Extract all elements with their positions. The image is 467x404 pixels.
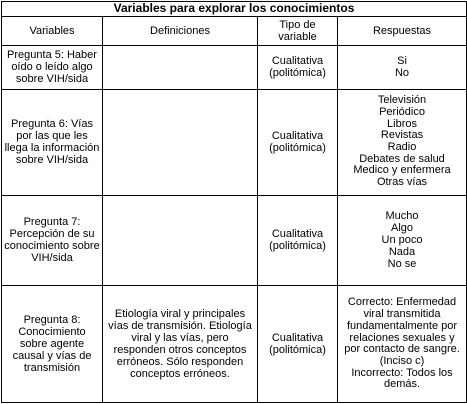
table-row xyxy=(2,195,467,286)
definicion-cell xyxy=(103,89,258,195)
table-row xyxy=(2,286,467,403)
respuesta-item: Debates de salud xyxy=(359,152,445,165)
definicion-cell: Etiología viral y principales vías de transmisión. Etiología viral y las vías, pero responden otros conceptos erróneos. Sólo responden conceptos erróneos. xyxy=(103,286,258,403)
respuestas-cell xyxy=(338,45,467,89)
tipo-cell: Cualitativa (politómica) xyxy=(258,286,338,403)
tipo-cell: Cualitativa (politómica) xyxy=(258,89,338,195)
variable-cell: Pregunta 5: Haber oído o leído algo sobre VIH/sida xyxy=(2,45,103,89)
variable-cell: Pregunta 8: Conocimiento sobre agente causal y vías de transmisión xyxy=(2,286,103,403)
header-respuestas: Respuestas xyxy=(338,16,467,45)
respuestas-cell xyxy=(338,195,467,286)
respuesta-item: Si xyxy=(397,55,407,68)
respuestas-cell xyxy=(338,286,467,403)
definicion-cell xyxy=(103,45,258,89)
respuesta-item: Nada xyxy=(388,246,416,259)
variable-cell: Pregunta 6: Vías por las que les llega la información sobre VIH/sida xyxy=(2,89,103,195)
respuesta-item: Medico y enfermera xyxy=(353,164,451,177)
tipo-cell: Cualitativa (politómica) xyxy=(258,195,338,286)
respuesta-item: Libros xyxy=(387,117,417,130)
respuesta-item: Periódico xyxy=(379,105,425,118)
respuesta-item: Radio xyxy=(387,141,417,154)
respuesta-item: Televisión xyxy=(377,94,427,107)
respuesta-item: No xyxy=(394,67,410,80)
respuesta-item: Revistas xyxy=(380,129,424,142)
tipo-cell: Cualitativa (politómica) xyxy=(258,45,338,89)
respuesta-item: Correcto: Enfermedad viral transmitida fundamentalmente por relaciones sexuales y por contacto de sangre. (Inciso c) xyxy=(344,296,460,367)
table-title: Variables para explorar los conocimientos xyxy=(2,2,467,17)
respuesta-item: Mucho xyxy=(385,210,419,223)
header-variables: Variables xyxy=(2,16,103,45)
definicion-cell xyxy=(103,195,258,286)
variables-table xyxy=(1,1,467,403)
variable-cell: Pregunta 7: Percepción de su conocimiento sobre VIH/sida xyxy=(2,195,103,286)
respuesta-item: Algo xyxy=(390,222,414,235)
header-definiciones: Definiciones xyxy=(103,16,258,45)
table-row xyxy=(2,89,467,195)
header-tipo: Tipo de variable xyxy=(258,16,338,45)
respuesta-item: Otras vías xyxy=(376,176,428,189)
respuestas-cell xyxy=(338,89,467,195)
respuesta-item: Incorrecto: Todos los demás. xyxy=(351,366,453,391)
table-row xyxy=(2,45,467,89)
respuesta-item: No se xyxy=(387,258,417,271)
respuesta-item: Un poco xyxy=(381,234,423,247)
